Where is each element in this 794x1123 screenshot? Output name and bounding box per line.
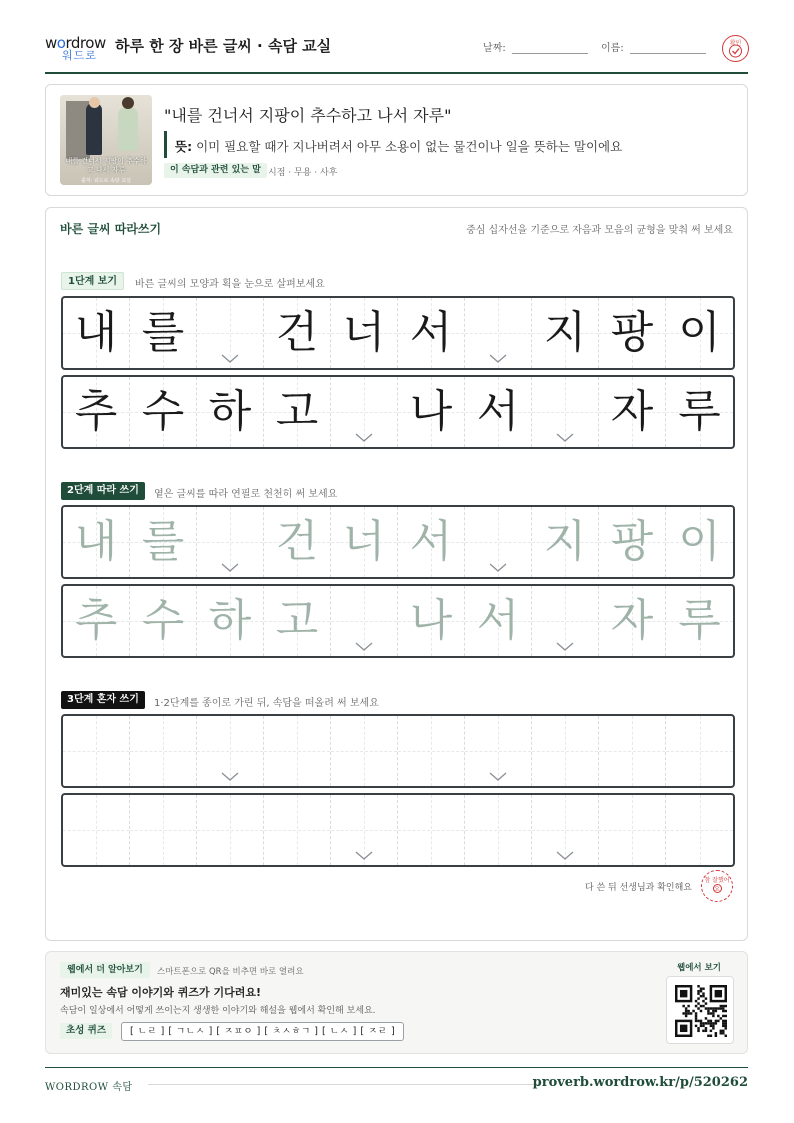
grid-cell[interactable] — [599, 795, 666, 865]
grid-char: 건 — [275, 516, 319, 567]
grid-char: 팡 — [610, 516, 654, 567]
grid-cell-space[interactable] — [532, 795, 599, 865]
good-job-stamp — [701, 870, 733, 902]
grid-cell[interactable] — [666, 795, 733, 865]
meaning-accent-bar — [164, 131, 167, 158]
logo-wordmark: wordrow — [45, 34, 106, 52]
page-header — [45, 30, 748, 74]
grid-char: 고 — [275, 386, 319, 437]
grid-char: 루 — [678, 595, 721, 646]
grid-cell[interactable] — [63, 586, 130, 656]
qr-label: 웹에서 보기 — [677, 963, 722, 973]
qr-code[interactable] — [666, 976, 734, 1044]
grid-char: 팡 — [610, 307, 654, 358]
grid-cell-space — [331, 377, 398, 447]
space-mark-icon — [556, 642, 574, 652]
grid-cell-space[interactable] — [532, 586, 599, 656]
step2-row-1[interactable] — [61, 505, 735, 579]
grid-cell[interactable] — [264, 507, 331, 577]
grid-char: 너 — [342, 516, 386, 567]
grid-char: 추 — [74, 386, 118, 437]
grid-char: 건 — [275, 307, 319, 358]
date-field[interactable] — [512, 53, 588, 54]
space-mark-icon — [489, 772, 507, 782]
grid-char: 이 — [678, 516, 721, 567]
grid-cell — [63, 298, 130, 368]
footer-brand: WORDROW 속담 — [45, 1082, 133, 1093]
grid-cell[interactable] — [197, 586, 264, 656]
grid-cell — [264, 377, 331, 447]
space-mark-icon — [489, 563, 507, 573]
illustration-caption: 내를 건너서 지팡이 추수하고 나서 자루 — [65, 157, 147, 174]
illustration-source: 출처: 워드로 속담 교실 — [81, 178, 131, 184]
space-mark-icon — [355, 433, 373, 443]
grid-char: 지 — [543, 516, 587, 567]
grid-char: 서 — [476, 386, 520, 437]
grid-cell[interactable] — [264, 795, 331, 865]
web-hint: 스마트폰으로 QR을 비추면 바로 열려요 — [157, 967, 304, 977]
grid-cell-space[interactable] — [331, 795, 398, 865]
stamp-big-label: 참 잘했어요 — [704, 877, 730, 893]
grid-char: 나 — [409, 595, 453, 646]
grid-cell — [130, 298, 197, 368]
grid-cell — [599, 377, 666, 447]
grid-cell-space — [532, 377, 599, 447]
related-badge: 이 속담과 관련 있는 말 — [164, 163, 267, 178]
qr-code-icon — [675, 985, 727, 1037]
grid-cell — [197, 377, 264, 447]
grid-char: 수 — [141, 386, 185, 437]
space-mark-icon — [556, 433, 574, 443]
grid-char: 이 — [678, 307, 721, 358]
meaning-label: 뜻: — [175, 139, 193, 154]
grid-cell[interactable] — [398, 507, 465, 577]
grid-cell[interactable] — [63, 507, 130, 577]
space-mark-icon — [221, 772, 239, 782]
grid-char: 서 — [409, 516, 453, 567]
name-field[interactable] — [630, 53, 706, 54]
grid-char: 루 — [678, 386, 721, 437]
grid-cell — [532, 298, 599, 368]
grid-char: 내 — [74, 516, 118, 567]
grid-cell — [465, 377, 532, 447]
grid-cell[interactable] — [130, 795, 197, 865]
meaning-text: 이미 필요할 때가 지나버려서 아무 소용이 없는 물건이나 일을 뜻하는 말이에요 — [196, 139, 623, 154]
grid-char: 너 — [342, 307, 386, 358]
grid-cell[interactable] — [599, 716, 666, 786]
grid-cell[interactable] — [666, 507, 733, 577]
grid-char: 고 — [275, 595, 319, 646]
proverb-illustration — [60, 95, 152, 185]
grid-cell[interactable] — [264, 586, 331, 656]
grid-cell — [398, 377, 465, 447]
check-icon — [728, 44, 743, 58]
footer-divider — [148, 1084, 540, 1085]
grid-cell[interactable] — [331, 507, 398, 577]
step2-badge: 2단계 따라 쓰기 — [61, 482, 145, 500]
grid-cell-space[interactable] — [331, 586, 398, 656]
step3-row-2[interactable] — [61, 793, 735, 867]
grid-cell-space[interactable] — [197, 716, 264, 786]
grid-char: 수 — [141, 595, 185, 646]
grid-char: 자 — [610, 386, 654, 437]
proverb-quote: "내를 건너서 지팡이 추수하고 나서 자루" — [164, 106, 452, 125]
grid-char: 나 — [409, 386, 453, 437]
grid-cell[interactable] — [465, 586, 532, 656]
space-mark-icon — [221, 563, 239, 573]
step3-desc: 1·2단계를 종이로 가린 뒤, 속담을 떠올려 써 보세요 — [154, 698, 379, 709]
teacher-note: 다 쓴 뒤 선생님과 확인해요 — [584, 883, 692, 893]
grid-cell[interactable] — [465, 795, 532, 865]
practice-card — [45, 207, 748, 941]
step1-row-1 — [61, 296, 735, 370]
check-stamp — [722, 35, 749, 62]
logo-korean: 워드로 — [62, 49, 97, 62]
footer-url[interactable]: proverb.wordrow.kr/p/520262 — [532, 1075, 748, 1090]
grid-cell[interactable] — [532, 716, 599, 786]
space-mark-icon — [355, 642, 373, 652]
step3-badge: 3단계 혼자 쓰기 — [61, 691, 145, 709]
stamp-face-icon — [713, 884, 722, 893]
proverb-meaning — [175, 137, 622, 155]
space-mark-icon — [221, 354, 239, 364]
grid-cell — [398, 298, 465, 368]
grid-cell[interactable] — [130, 507, 197, 577]
grid-cell — [264, 298, 331, 368]
grid-cell-space — [465, 298, 532, 368]
grid-cell-space[interactable] — [465, 507, 532, 577]
chosung-quiz: [ ㄴㄹ ] [ ㄱㄴㅅ ] [ ㅈㅍㅇ ] [ ㅊㅅㅎㄱ ] [ ㄴㅅ ] [ ㅈㄹ ] — [121, 1022, 404, 1041]
grid-cell[interactable] — [599, 507, 666, 577]
step2-desc: 옅은 글씨를 따라 연필로 천천히 써 보세요 — [154, 489, 338, 500]
grid-cell[interactable] — [666, 716, 733, 786]
stamp-label: 확인 — [729, 40, 742, 47]
grid-char: 추 — [74, 595, 118, 646]
grid-char: 를 — [141, 516, 185, 567]
grid-cell[interactable] — [398, 716, 465, 786]
grid-char: 지 — [543, 307, 587, 358]
grid-cell[interactable] — [331, 716, 398, 786]
web-more-badge: 웹에서 더 알아보기 — [60, 962, 150, 978]
grid-cell — [666, 377, 733, 447]
grid-cell — [130, 377, 197, 447]
web-card — [45, 951, 748, 1054]
grid-cell[interactable] — [666, 586, 733, 656]
grid-char: 내 — [74, 307, 118, 358]
grid-cell[interactable] — [532, 507, 599, 577]
grid-cell[interactable] — [130, 586, 197, 656]
grid-char: 하 — [208, 595, 252, 646]
wordrow-logo[interactable] — [45, 34, 107, 62]
grid-cell[interactable] — [599, 586, 666, 656]
grid-char: 자 — [610, 595, 654, 646]
name-label: 이름: — [601, 43, 624, 54]
step2-row-2[interactable] — [61, 584, 735, 658]
page-title: 하루 한 장 바른 글씨 · 속담 교실 — [115, 37, 332, 55]
step3-row-1[interactable] — [61, 714, 735, 788]
quiz-label: 초성 퀴즈 — [60, 1023, 112, 1039]
grid-cell — [331, 298, 398, 368]
grid-cell-space — [197, 298, 264, 368]
grid-char: 를 — [141, 307, 185, 358]
practice-description: 중심 십자선을 기준으로 자음과 모음의 균형을 맞춰 써 보세요 — [466, 225, 733, 236]
grid-cell-space[interactable] — [197, 507, 264, 577]
grid-cell — [666, 298, 733, 368]
grid-cell[interactable] — [63, 716, 130, 786]
page-footer — [45, 1067, 748, 1097]
related-words: 시점 · 무용 · 사후 — [268, 168, 338, 178]
space-mark-icon — [489, 354, 507, 364]
grid-char: 서 — [476, 595, 520, 646]
grid-cell[interactable] — [398, 586, 465, 656]
web-title: 재미있는 속담 이야기와 퀴즈가 기다려요! — [60, 986, 261, 999]
grid-cell-space[interactable] — [465, 716, 532, 786]
grid-cell[interactable] — [398, 795, 465, 865]
web-description: 속담이 일상에서 어떻게 쓰이는지 생생한 이야기와 해설을 웹에서 확인해 보세요. — [60, 1006, 376, 1016]
grid-char: 서 — [409, 307, 453, 358]
grid-cell — [599, 298, 666, 368]
grid-cell — [63, 377, 130, 447]
grid-cell[interactable] — [63, 795, 130, 865]
practice-title: 바른 글씨 따라쓰기 — [60, 222, 162, 236]
grid-cell[interactable] — [197, 795, 264, 865]
date-label: 날짜: — [483, 43, 506, 54]
space-mark-icon — [556, 851, 574, 861]
space-mark-icon — [355, 851, 373, 861]
step1-desc: 바른 글씨의 모양과 획을 눈으로 살펴보세요 — [135, 279, 325, 290]
grid-char: 하 — [208, 386, 252, 437]
proverb-card — [45, 84, 748, 196]
grid-cell[interactable] — [264, 716, 331, 786]
step1-badge: 1단계 보기 — [61, 272, 124, 290]
grid-cell[interactable] — [130, 716, 197, 786]
step1-row-2 — [61, 375, 735, 449]
